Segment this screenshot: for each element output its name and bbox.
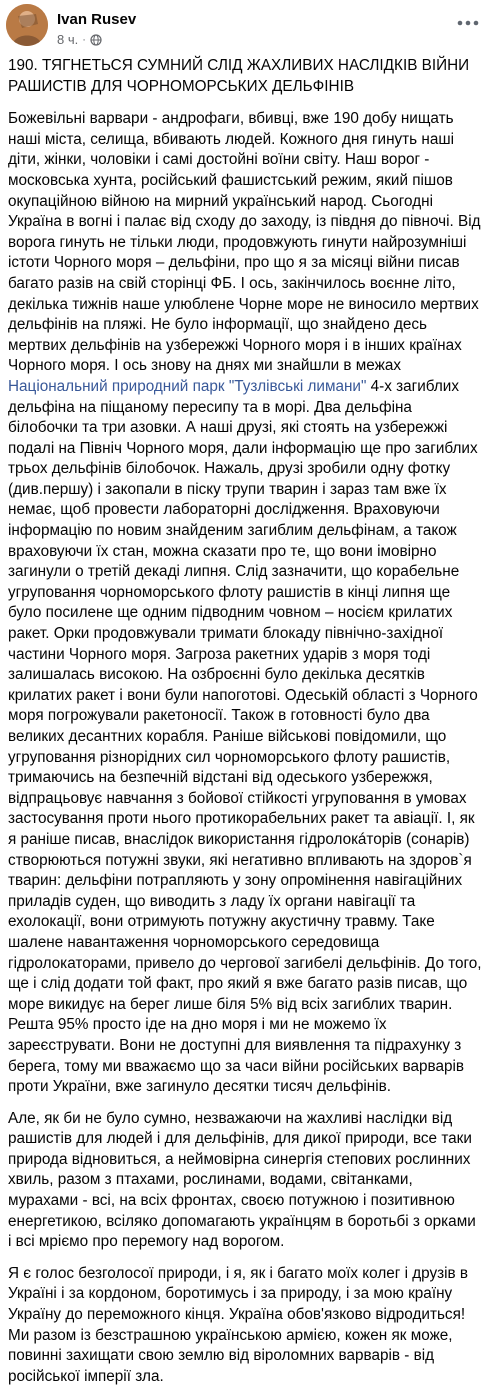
park-page-link[interactable]: Національний природний парк "Тузлівські лимани" [8, 377, 367, 395]
avatar[interactable] [6, 4, 48, 46]
post-content [8, 56, 483, 1398]
more-horizontal-icon [457, 20, 479, 26]
author-name[interactable]: Ivan Rusev [57, 11, 137, 28]
post-paragraph-1 [8, 109, 483, 1098]
post-paragraph-3: Я є голос безголосої природи, і я, як і багато моїх колег і друзів в Україні і за кордоном, боротимусь і за природу, і за мою країну Україну до переможного кінця. Україна обов'язково відродиться! Ми разом із безстрашною українською армією, кожен як може, повинні захищати свою землю від віроломних варварів - від російської імперії зла. [8, 1264, 469, 1385]
avatar-photo [6, 4, 48, 46]
post-meta [57, 32, 102, 47]
post-header [6, 4, 486, 50]
post-title: 190. ТЯГНЕТЬСЯ СУМНИЙ СЛІД ЖАХЛИВИХ НАСЛІДКІВ ВІЙНИ РАШИСТІВ ДЛЯ ЧОРНОМОРСЬКИХ ДЕЛЬФІНІВ [8, 57, 470, 95]
paragraph-1-text-b: 4-х загиблих дельфіна на піщаному пересипу та в морі. Два дельфіна білобочки та три азовки. А наші друзі, які стоять на узбережжі подалі на Північ Чорного моря, дали інформацію ще про загиблих трьох дельфінів білобочок. Нажаль, друзі зробили одну фотку (див.першу) і закопали в піску трупи тварин і зараз там вже їх немає, щоб провести лабораторні дослідження. Враховуючи інформацію по новим знайденим загиблим дельфінам, а також враховуючи їх стан, можна сказати про те, що вони імовірно загинули о третій декаді липня. Слід зазначити, що корабельне угруповання чорноморського флоту рашистів в кінці липня ще було посилене ще одним підводним човном – носієм крилатих ракет. Орки продовжували тримати блокаду північно-західної частини Чорного моря. Загроза ракетних ударів з моря тоді залишалась високою. На озброєнні було декілька десятків крилатих ракет і вони були напоготові. Одеській області з Чорного моря погрожували ракетоносії. Також в готовності було два великих десантних корабля. Раніше військові повідомили, що угруповання різнорідних сил чорноморського флоту рашистів, тримаючись на безпечній відстані від одеського узбережжя, відпрацьовує навчання з бойової стійкості угруповання в умовах застосування проти нього протикорабельних ракет та авіації. І, як я раніше писав, внаслідок використання гідролокáторів (сонарів) створюються потужні звуки, які негативно впливають на здоров`я тварин: дельфіни потрапляють у зону опромінення навігаційних приладів суден, що виводить з ладу їх органи навігації та ехолокації, вони отримують потужну акустичну травму. Таке шалене навантаження чорноморського середовища гідролокаторами, привело до чергової загибелі дельфінів. До того, ще і слід додати той факт, про який я вже багато разів писав, що море викидує на берег лише біля 5% від всіх загиблих тварин. Решта 95% просто іде на дно моря і ми не можемо їх зареєструвати. Вони не доступні для виявлення та підрахунку з берега, тому ми вважаємо що за часи війни російських варварів проти України, вже загинуло десятки тисяч дельфінів. [8, 377, 482, 1096]
more-options-button[interactable] [454, 12, 482, 34]
paragraph-1-text-a: Божевільні варвари - андрофаги, вбивці, вже 190 добу нищать наші міста, селища, вбивають людей. Кожного дня гинуть наші діти, жінки, чоловіки і самі достойні воїни світу. Наш ворог - московська хунта, російський фашистський режим, який пішов окупаційною війною на мирний український народ. Сьогодні Україна в вогні і палає від сходу до заходу, із півдня до півночі. Від ворога гинуть не тільки люди, продовжують гинути найрозумніші істоти Чорного моря – дельфіни, про що я за місяці війни писав багато разів на свій сторінці ФБ. І ось, закінчилось воєнне літо, декілька тижнів наше улюблене Чорне море не виносило мертвих дельфінів на пляжі. Не було інформації, що знайдено десь мертвих дельфінів на узбережжі Чорного моря і в інших країнах Чорного моря. І ось знову на днях ми знайшли в межах [8, 110, 481, 375]
post-time[interactable]: 8 ч. [57, 32, 79, 47]
separator-dot: · [82, 33, 86, 46]
post-paragraph-2: Але, як би не було сумно, незважаючи на жахливі наслідки від рашистів для людей і для дельфінів, для дикої природи, все таки природа відновиться, а неймовірна синергія степових рослинних хвиль, разом з птахами, рослинами, водами, світанками, мурахами - всі, на всіх фронтах, своєю потужною і позитивною енергетикою, всіляко допомагають українцям в боротьбі з орками і всі мріємо про перемогу над ворогом. [8, 1109, 476, 1251]
globe-icon [90, 34, 102, 46]
